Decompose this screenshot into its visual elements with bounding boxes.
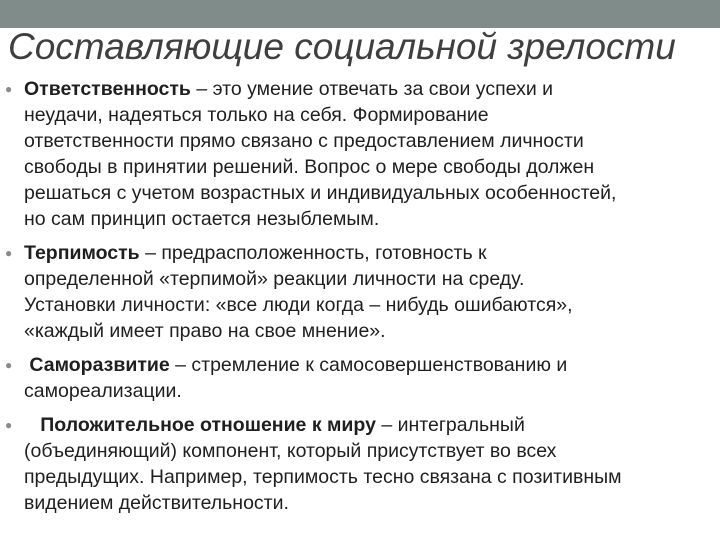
item-term: Ответственность (24, 78, 191, 100)
list-item-responsibility (0, 76, 720, 232)
item-first-line (24, 240, 487, 266)
item-text: решаться с учетом возрастных и индивидуальных особенностей, (24, 182, 617, 204)
item-first-line (24, 76, 553, 102)
bullet-icon: ● (5, 246, 13, 260)
item-text: предыдущих. Например, терпимость тесно связана с позитивным (24, 466, 622, 488)
item-text: (объединяющий) компонент, который присутствует во всех (24, 440, 557, 462)
item-term: Положительное отношение к миру (40, 414, 376, 436)
item-text: «каждый имеет право на свое мнение». (24, 320, 386, 342)
item-text: видением действительности. (24, 492, 289, 514)
item-text: ответственности прямо связано с предоставлением личности (24, 130, 584, 152)
list-item-positive-attitude (0, 412, 720, 516)
bullet-icon: ● (5, 358, 13, 372)
item-term: Саморазвитие (29, 354, 170, 376)
item-text: самореализации. (24, 380, 182, 402)
item-text: Установки личности: «все люди когда – нибудь ошибаются», (24, 294, 573, 316)
slide-title: Составляющие социальной зрелости (8, 26, 676, 67)
bullet-icon: ● (5, 418, 13, 432)
item-first-line (24, 412, 525, 438)
bullet-icon: ● (5, 82, 13, 96)
item-text: – стремление к самосовершенствованию и (169, 354, 568, 376)
item-text: – интегральный (375, 414, 525, 436)
item-text: неудачи, надеяться только на себя. Формирование (24, 104, 489, 126)
item-text: определенной «терпимой» реакции личности на среду. (24, 268, 525, 290)
item-text: свободы в принятии решений. Вопрос о мере свободы должен (24, 156, 595, 178)
item-text: но сам принцип остается незыблемым. (24, 208, 380, 230)
bullet-list (0, 76, 720, 516)
item-term: Терпимость (24, 242, 140, 264)
item-text: – это умение отвечать за свои успехи и (190, 78, 554, 100)
item-text: – предрасположенность, готовность к (139, 242, 487, 264)
item-first-line (24, 352, 567, 378)
list-item-self-development (0, 352, 720, 406)
list-item-tolerance (0, 240, 720, 352)
